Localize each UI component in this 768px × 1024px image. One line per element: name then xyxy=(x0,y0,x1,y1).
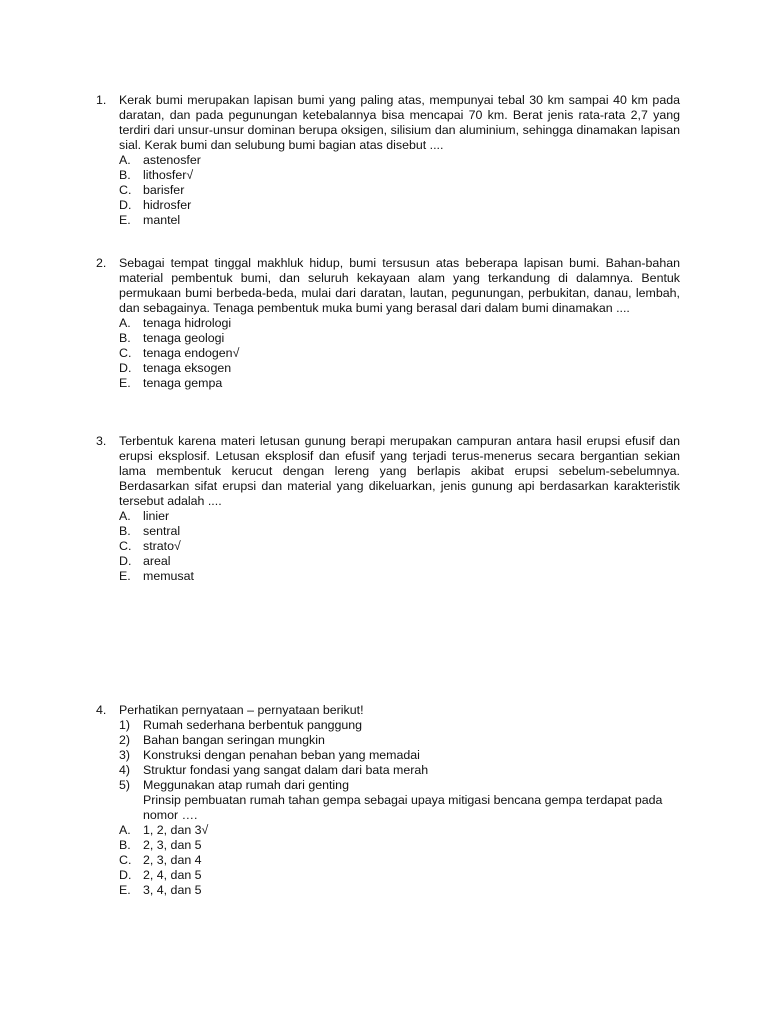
option-e xyxy=(119,376,680,391)
question-4 xyxy=(96,703,680,898)
question-text: Sebagai tempat tinggal makhluk hidup, bumi tersusun atas beberapa lapisan bumi. Bahan-bahan material pembentuk bumi, dan seluruh kekayaan alam yang terkandung di dalamnya. Bentuk permukaan bumi berbeda-beda, mulai dari daratan, lautan, pegunungan, perbukitan, danau, lembah, dan sebagainya. Tenaga pembentuk muka bumi yang berasal dari dalam bumi dinamakan .... xyxy=(119,256,680,315)
option-b xyxy=(119,168,680,183)
option-letter: B. xyxy=(119,838,131,852)
statement-text: Konstruksi dengan penahan beban yang memadai xyxy=(143,748,420,762)
option-text: astenosfer xyxy=(143,153,201,167)
option-letter: E. xyxy=(119,213,131,227)
option-list xyxy=(119,316,680,391)
option-a xyxy=(119,316,680,331)
option-text: tenaga gempa xyxy=(143,376,223,390)
statement-number: 1) xyxy=(119,718,131,732)
option-letter: E. xyxy=(119,376,131,390)
option-letter: D. xyxy=(119,868,132,882)
question-number: 3. xyxy=(96,434,107,448)
option-list xyxy=(119,823,680,898)
option-c xyxy=(119,539,680,554)
question-text: Perhatikan pernyataan – pernyataan berikut! xyxy=(119,703,364,717)
option-a xyxy=(119,153,680,168)
option-c xyxy=(119,853,680,868)
option-text: strato√ xyxy=(143,539,181,553)
option-e xyxy=(119,213,680,228)
option-text: lithosfer√ xyxy=(143,168,194,182)
option-e xyxy=(119,569,680,584)
option-text: areal xyxy=(143,554,171,568)
statement-item xyxy=(119,718,680,733)
option-letter: C. xyxy=(119,539,132,553)
option-text: 2, 3, dan 4 xyxy=(143,853,202,867)
option-a xyxy=(119,509,680,524)
statement-text: Rumah sederhana berbentuk panggung xyxy=(143,718,363,732)
option-letter: B. xyxy=(119,524,131,538)
option-letter: A. xyxy=(119,316,131,330)
option-text: tenaga endogen√ xyxy=(143,346,240,360)
statement-list xyxy=(119,718,680,793)
option-letter: C. xyxy=(119,183,132,197)
option-b xyxy=(119,331,680,346)
option-a xyxy=(119,823,680,838)
question-prompt: Prinsip pembuatan rumah tahan gempa sebagai upaya mitigasi bencana gempa terdapat pada nomor …. xyxy=(143,793,663,822)
option-text: 3, 4, dan 5 xyxy=(143,883,202,897)
option-letter: A. xyxy=(119,509,131,523)
statement-item xyxy=(119,778,680,793)
option-letter: C. xyxy=(119,346,132,360)
option-list xyxy=(119,509,680,584)
question-text: Terbentuk karena materi letusan gunung berapi merupakan campuran antara hasil erupsi efusif dan erupsi eksplosif. Letusan eksplosif dan efusif yang terjadi terus-menerus secara bergantian sekian lama membentuk kerucut dengan lereng yang berlapis akibat erupsi sebelum-sebelumnya. Berdasarkan sifat erupsi dan material yang dikeluarkan, jenis gunung api berdasarkan karakteristik tersebut adalah .... xyxy=(119,434,680,508)
option-c xyxy=(119,183,680,198)
option-text: tenaga eksogen xyxy=(143,361,232,375)
statement-number: 5) xyxy=(119,778,131,792)
option-letter: B. xyxy=(119,168,131,182)
option-text: 2, 3, dan 5 xyxy=(143,838,202,852)
statement-number: 2) xyxy=(119,733,131,747)
statement-text: Bahan bangan seringan mungkin xyxy=(143,733,325,747)
option-d xyxy=(119,868,680,883)
question-3 xyxy=(96,434,680,584)
option-c xyxy=(119,346,680,361)
statement-number: 4) xyxy=(119,763,131,777)
question-text: Kerak bumi merupakan lapisan bumi yang paling atas, mempunyai tebal 30 km sampai 40 km pada daratan, dan pada pegunungan ketebalannya bisa mencapai 70 km. Berat jenis rata-rata 2,7 yang terdiri dari unsur-unsur dominan berupa oksigen, silisium dan aluminium, sehingga dinamakan lapisan sial. Kerak bumi dan selubung bumi bagian atas disebut .... xyxy=(119,93,680,152)
option-text: hidrosfer xyxy=(143,198,192,212)
option-letter: D. xyxy=(119,554,132,568)
option-text: mantel xyxy=(143,213,181,227)
option-text: 2, 4, dan 5 xyxy=(143,868,202,882)
option-letter: E. xyxy=(119,569,131,583)
option-e xyxy=(119,883,680,898)
option-text: sentral xyxy=(143,524,181,538)
option-text: barisfer xyxy=(143,183,185,197)
question-number: 4. xyxy=(96,703,107,717)
question-1 xyxy=(96,93,680,228)
option-list xyxy=(119,153,680,228)
question-number: 1. xyxy=(96,93,107,107)
option-text: 1, 2, dan 3√ xyxy=(143,823,209,837)
question-2 xyxy=(96,256,680,391)
option-text: tenaga hidrologi xyxy=(143,316,232,330)
option-b xyxy=(119,838,680,853)
option-letter: C. xyxy=(119,853,132,867)
statement-text: Meggunakan atap rumah dari genting xyxy=(143,778,349,792)
statement-item xyxy=(119,733,680,748)
option-d xyxy=(119,361,680,376)
option-letter: A. xyxy=(119,153,131,167)
statement-number: 3) xyxy=(119,748,131,762)
statement-item xyxy=(119,763,680,778)
option-letter: D. xyxy=(119,198,132,212)
statement-text: Struktur fondasi yang sangat dalam dari bata merah xyxy=(143,763,429,777)
option-d xyxy=(119,198,680,213)
option-text: linier xyxy=(143,509,170,523)
option-d xyxy=(119,554,680,569)
option-text: memusat xyxy=(143,569,194,583)
option-letter: A. xyxy=(119,823,131,837)
option-letter: B. xyxy=(119,331,131,345)
option-text: tenaga geologi xyxy=(143,331,225,345)
statement-item xyxy=(119,748,680,763)
question-number: 2. xyxy=(96,256,107,270)
option-letter: D. xyxy=(119,361,132,375)
option-b xyxy=(119,524,680,539)
option-letter: E. xyxy=(119,883,131,897)
